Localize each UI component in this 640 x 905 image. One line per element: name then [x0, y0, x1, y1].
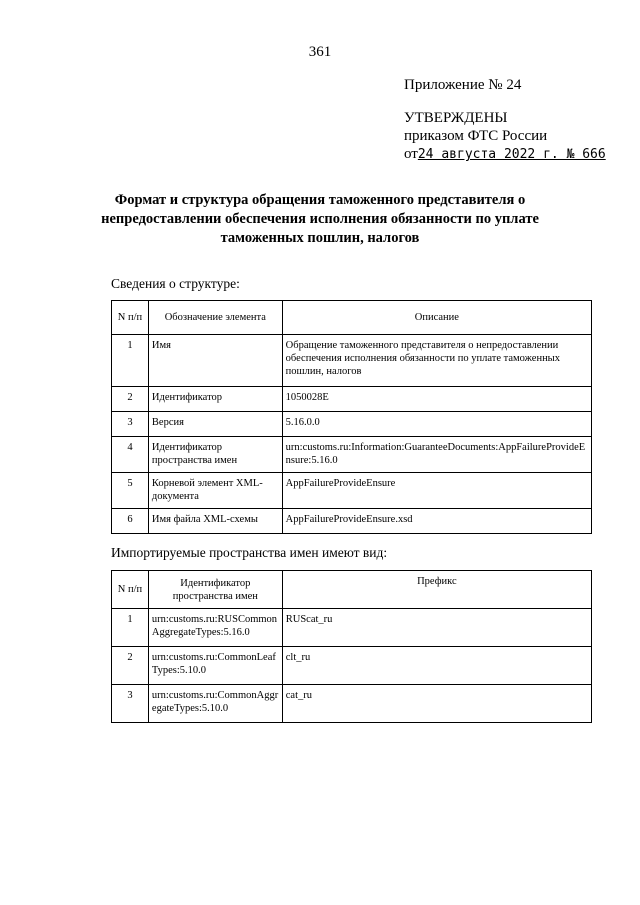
imports-table — [111, 570, 592, 723]
element-description: AppFailureProvideEnsure — [282, 473, 591, 509]
table-row — [112, 647, 592, 685]
table-row — [112, 335, 592, 387]
table-row — [112, 685, 592, 723]
document-title: Формат и структура обращения таможенного представителя о непредоставлении обеспечения исполнения обязанности по уплате таможенных пошлин, налогов — [101, 192, 539, 246]
namespace-prefix: cat_ru — [282, 685, 591, 723]
row-number: 3 — [112, 685, 149, 723]
element-name: Идентификатор — [148, 387, 282, 412]
structure-header-row — [112, 301, 592, 335]
namespace-prefix: clt_ru — [282, 647, 591, 685]
element-name: Идентификатор пространства имен — [148, 437, 282, 473]
table-row — [112, 437, 592, 473]
element-description: urn:customs.ru:Information:GuaranteeDocuments:AppFailureProvideEnsure:5.16.0 — [282, 437, 591, 473]
approval-block — [404, 109, 606, 164]
row-number: 5 — [112, 473, 149, 509]
element-name: Версия — [148, 412, 282, 437]
row-number: 4 — [112, 437, 149, 473]
row-number: 2 — [112, 647, 149, 685]
element-name: Имя файла XML-схемы — [148, 509, 282, 534]
imports-header-row — [112, 571, 592, 609]
approval-order: приказом ФТС России — [404, 128, 548, 144]
table-row — [112, 387, 592, 412]
approval-title: УТВЕРЖДЕНЫ — [404, 110, 508, 126]
imports-heading: Импортируемые пространства имен имеют вид: — [111, 545, 388, 560]
row-number: 1 — [112, 335, 149, 387]
element-description: 1050028E — [282, 387, 591, 412]
structure-table — [111, 300, 592, 534]
namespace-id: urn:customs.ru:CommonLeafTypes:5.10.0 — [148, 647, 282, 685]
row-number: 2 — [112, 387, 149, 412]
column-header: Обозначение элемента — [148, 301, 282, 335]
element-name: Имя — [148, 335, 282, 387]
structure-heading: Сведения о структуре: — [111, 276, 240, 291]
table-row — [112, 473, 592, 509]
approval-date-prefix: от — [404, 146, 418, 162]
approval-date — [404, 145, 606, 164]
column-header: N п/п — [112, 571, 149, 609]
element-description: AppFailureProvideEnsure.xsd — [282, 509, 591, 534]
row-number: 1 — [112, 609, 149, 647]
table-row — [112, 412, 592, 437]
element-description: 5.16.0.0 — [282, 412, 591, 437]
column-header: Идентификатор пространства имен — [148, 571, 282, 609]
annex-label: Приложение № 24 — [404, 77, 522, 93]
element-description: Обращение таможенного представителя о непредоставлении обеспечения исполнения обязанности по уплате таможенных пошлин, налогов — [282, 335, 591, 387]
namespace-id: urn:customs.ru:RUSCommonAggregateTypes:5.16.0 — [148, 609, 282, 647]
element-name: Корневой элемент XML-документа — [148, 473, 282, 509]
page-number: 361 — [308, 44, 332, 60]
table-row — [112, 609, 592, 647]
column-header: N п/п — [112, 301, 149, 335]
row-number: 3 — [112, 412, 149, 437]
column-header: Описание — [282, 301, 591, 335]
namespace-prefix: RUScat_ru — [282, 609, 591, 647]
row-number: 6 — [112, 509, 149, 534]
namespace-id: urn:customs.ru:CommonAggregateTypes:5.10.0 — [148, 685, 282, 723]
table-row — [112, 509, 592, 534]
column-header: Префикс — [282, 571, 591, 609]
approval-date-number: 24 августа 2022 г. № 666 — [417, 147, 606, 162]
